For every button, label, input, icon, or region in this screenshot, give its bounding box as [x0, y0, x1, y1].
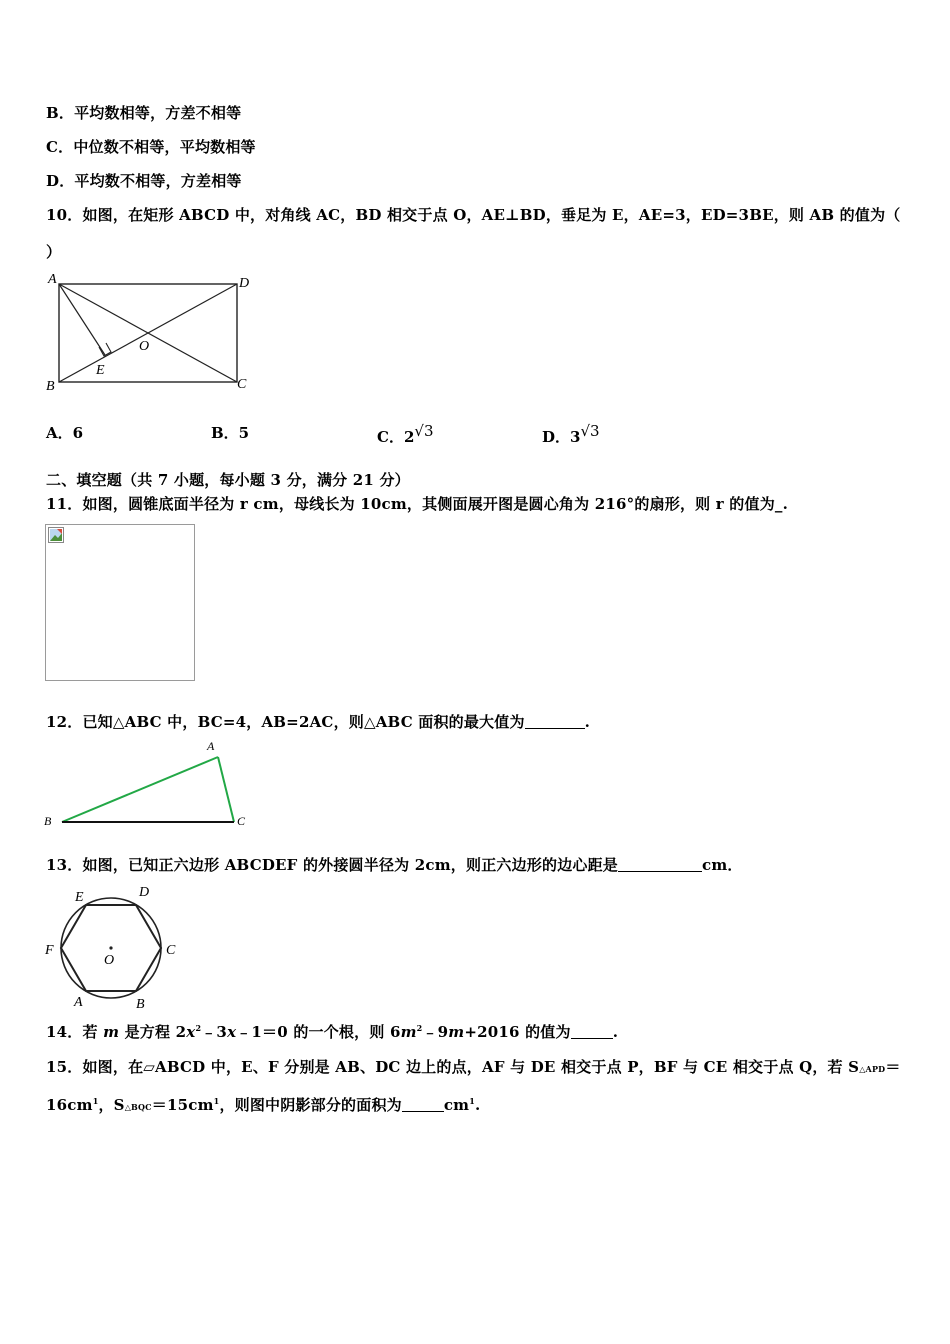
- q12-stem-end: .: [584, 713, 591, 731]
- radical-three: √3: [414, 422, 434, 440]
- label-b: B: [46, 379, 55, 394]
- side-ac: [218, 757, 234, 822]
- label-e: E: [96, 363, 105, 378]
- label-c: C: [166, 943, 176, 958]
- q15-text: 16cm: [46, 1096, 93, 1114]
- q10-stem: 10．如图，在矩形 ABCD 中，对角线 AC，BD 相交于点 O，AE⊥BD，垂足为 E，AE=3，ED=3BE，则 AB 的值为（: [46, 206, 901, 224]
- q12-triangle-figure: [40, 737, 255, 831]
- q15-text: ＝: [885, 1058, 901, 1076]
- q15-text: cm: [443, 1096, 470, 1114]
- q9-option-d: D．平均数不相等，方差相等: [46, 172, 242, 190]
- answer-blank: [402, 1097, 444, 1112]
- label-a: A: [48, 272, 57, 287]
- q14-end: .: [612, 1023, 619, 1041]
- superscript: 2: [416, 1023, 423, 1033]
- var-m: m: [448, 1023, 465, 1041]
- q13-stem: [46, 854, 743, 875]
- var-m: m: [103, 1023, 120, 1041]
- q9-option-b: B．平均数相等，方差不相等: [46, 104, 242, 122]
- q10-rectangle-figure: [40, 268, 260, 394]
- section-2-title: 二、填空题（共 7 小题，每小题 3 分，满分 21 分）: [46, 471, 410, 489]
- q14-text: 是方程 2: [119, 1023, 187, 1041]
- q14-text: 14．若: [46, 1023, 104, 1041]
- subscript-apd: △APD: [859, 1064, 886, 1074]
- q14-text: +2016 的值为: [464, 1023, 571, 1041]
- broken-image-icon: [48, 527, 64, 543]
- q12-stem-text: 12．已知△ABC 中，BC=4，AB=2AC，则△ABC 面积的最大值为: [46, 713, 525, 731]
- var-x: x: [227, 1023, 237, 1041]
- superscript: 1: [213, 1096, 220, 1106]
- superscript: 1: [469, 1096, 476, 1106]
- label-e: E: [75, 890, 84, 905]
- subscript-bqc: △BQC: [124, 1102, 152, 1112]
- q10-option-c-prefix: C．2: [377, 428, 415, 446]
- radical-three: √3: [580, 422, 600, 440]
- var-m: m: [400, 1023, 417, 1041]
- answer-blank: [618, 857, 702, 872]
- q9-option-c: C．中位数不相等，平均数相等: [46, 138, 256, 156]
- q10-option-a: A．6: [46, 424, 84, 442]
- side-ba: [62, 757, 218, 822]
- label-c: C: [237, 377, 247, 392]
- superscript: 2: [195, 1023, 202, 1033]
- q10-option-d-prefix: D．3: [542, 428, 581, 446]
- q15-text: 15．如图，在▱ABCD 中，E、F 分别是 AB、DC 边上的点，AF 与 DE 相交于点 P，BF 与 CE 相交于点 Q，若 S: [46, 1058, 860, 1076]
- var-x: x: [186, 1023, 196, 1041]
- label-a: A: [207, 739, 215, 753]
- q15-text: .: [475, 1096, 481, 1114]
- q10-option-b: B．5: [211, 424, 250, 442]
- q13-stem-text: 13．如图，已知正六边形 ABCDEF 的外接圆半径为 2cm，则正六边形的边心距是: [46, 856, 619, 874]
- answer-blank: [525, 714, 585, 729]
- q15-text: ＝15cm: [151, 1096, 214, 1114]
- answer-blank: [571, 1024, 613, 1039]
- q14-text: ﹣1＝0 的一个根，则 6: [236, 1023, 401, 1041]
- label-c: C: [237, 814, 246, 828]
- q11-missing-image: [45, 524, 195, 681]
- label-d: D: [139, 885, 150, 900]
- center-point: [109, 946, 112, 949]
- q11-stem: 11．如图，圆锥底面半径为 r cm，母线长为 10cm，其侧面展开图是圆心角为 216°的扇形，则 r 的值为_.: [46, 495, 789, 513]
- label-o: O: [139, 339, 150, 354]
- q13-hexagon-figure: [40, 880, 190, 1014]
- q10-option-c: [377, 422, 434, 447]
- q13-stem-end: cm．: [702, 856, 743, 874]
- q15-stem-line1: [46, 1056, 901, 1077]
- label-o: O: [104, 953, 115, 968]
- label-f: F: [45, 943, 54, 958]
- q10-option-d: [542, 422, 600, 447]
- label-d: D: [239, 276, 250, 291]
- segment-ae: [59, 284, 105, 355]
- label-a: A: [74, 995, 83, 1010]
- superscript: 1: [92, 1096, 99, 1106]
- label-b: B: [44, 814, 52, 828]
- label-b: B: [136, 997, 145, 1012]
- q10-stem-end: ）: [46, 243, 62, 261]
- q14-text: ﹣3: [201, 1023, 228, 1041]
- q12-stem: [46, 711, 590, 732]
- q14-stem: [46, 1021, 618, 1042]
- q15-stem-line2: [46, 1094, 480, 1115]
- q14-text: ﹣9: [422, 1023, 449, 1041]
- q15-text: ，则图中阴影部分的面积为: [219, 1096, 402, 1114]
- q15-text: ，S: [98, 1096, 125, 1114]
